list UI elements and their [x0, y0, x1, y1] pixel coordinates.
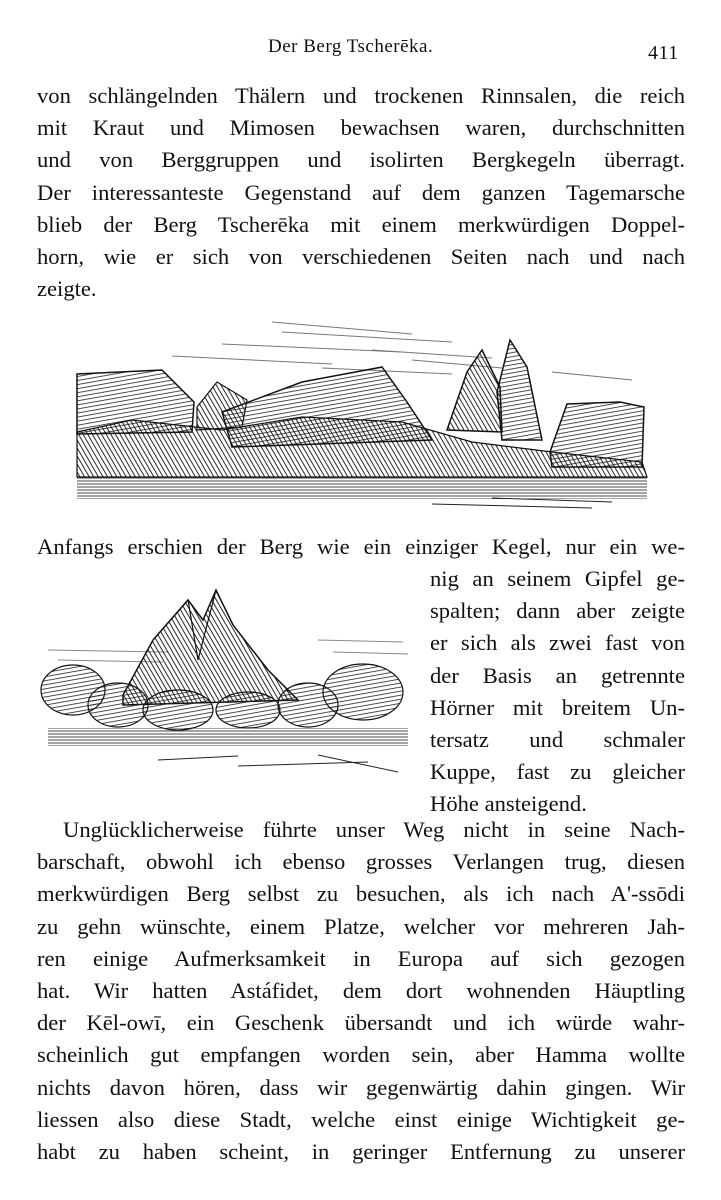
- engraving-split-peak: [38, 580, 416, 780]
- text-line: Unglücklicherweise führte unser Weg nicht in seine Nach-: [63, 817, 685, 842]
- text-line: Höhe ansteigend.: [430, 791, 587, 817]
- text-line: der Kēl-owī, ein Geschenk übersandt und ich würde wahr-: [37, 1010, 685, 1036]
- text-line: Der interessanteste Gegenstand auf dem ganzen Tagemarsche: [37, 179, 685, 205]
- paragraph-3: [37, 814, 685, 1168]
- paragraph-1: [37, 80, 685, 305]
- text-line: merkwürdigen Berg selbst zu besuchen, als ich nach A'-ssōdi: [37, 881, 685, 907]
- text-line: habt zu haben scheint, in geringer Entfernung zu unserer: [37, 1139, 685, 1165]
- paragraph-2-first-line: Anfangs erschien der Berg wie ein einziger Kegel, nur ein we-: [37, 534, 685, 559]
- page-number: 411: [648, 42, 679, 64]
- text-line: Hörner mit breitem Un-: [430, 694, 685, 720]
- text-line: der Basis an getrennte: [430, 662, 685, 688]
- text-line: und von Berggruppen und isolirten Bergkegeln überragt.: [37, 147, 685, 173]
- paragraph-2-side-text: [430, 563, 685, 821]
- text-line: zu gehn wünschte, einem Platze, welcher vor mehreren Jah-: [37, 913, 685, 939]
- text-line: nig an seinem Gipfel ge-: [430, 566, 685, 591]
- text-line: zeigte.: [37, 276, 97, 302]
- text-line: von schlängelnden Thälern und trockenen Rinnsalen, die reich: [37, 83, 685, 108]
- text-line: spalten; dann aber zeigte: [430, 598, 685, 624]
- running-title: Der Berg Tscherēka.: [268, 36, 434, 57]
- text-line: ren einige Aufmerksamkeit in Europa auf sich gezogen: [37, 945, 685, 971]
- text-line: scheinlich gut empfangen worden sein, aber Hamma wollte: [37, 1042, 685, 1068]
- text-line: blieb der Berg Tscherēka mit einem merkwürdigen Doppel-: [37, 211, 685, 237]
- text-line: tersatz und schmaler: [430, 727, 685, 753]
- text-line: er sich als zwei fast von: [430, 630, 685, 656]
- text-line: hat. Wir hatten Astáfidet, dem dort wohnenden Häuptling: [37, 978, 685, 1004]
- engraving-mountain-panorama: [72, 312, 652, 517]
- text-line: liessen also diese Stadt, welche einst einige Wichtigkeit ge-: [37, 1106, 685, 1132]
- text-line: horn, wie er sich von verschiedenen Seiten nach und nach: [37, 244, 685, 270]
- text-line: Kuppe, fast zu gleicher: [430, 759, 685, 785]
- text-line: barschaft, obwohl ich ebenso grosses Verlangen trug, diesen: [37, 849, 685, 875]
- page-header: [0, 30, 721, 64]
- text-line: nichts davon hören, dass wir gegenwärtig dahin gingen. Wir: [37, 1074, 685, 1100]
- text-line: mit Kraut und Mimosen bewachsen waren, durchschnitten: [37, 115, 685, 141]
